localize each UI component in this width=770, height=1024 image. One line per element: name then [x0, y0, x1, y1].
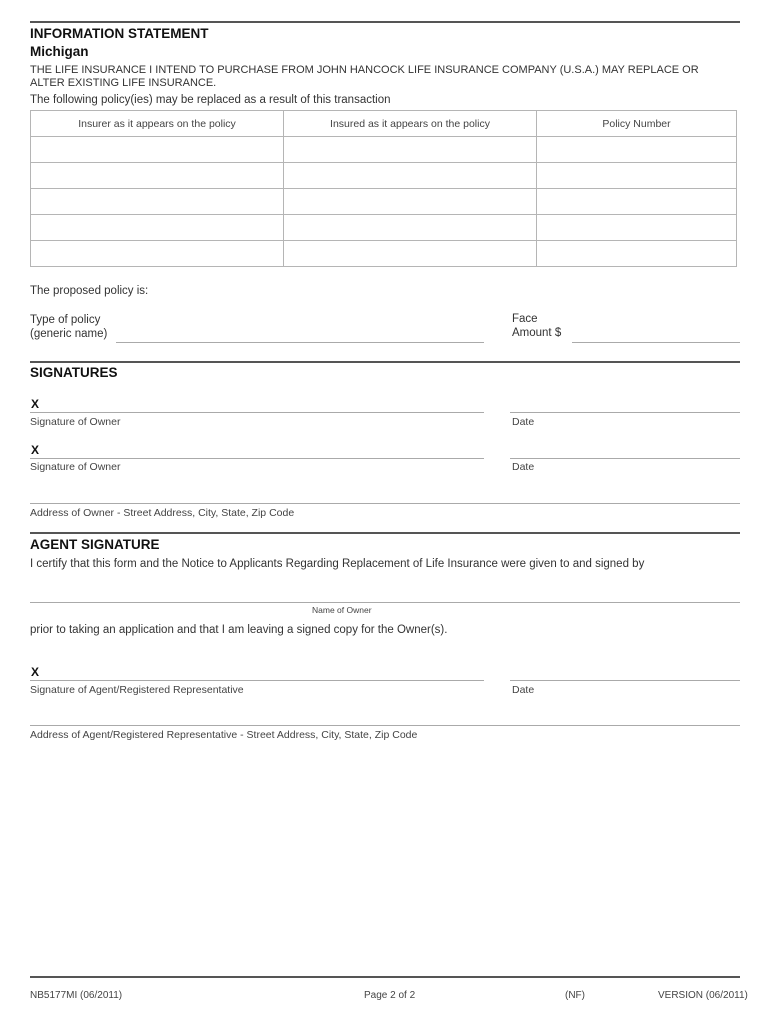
agent-date-field[interactable] — [510, 680, 740, 681]
form-number: NB5177MI (06/2011) — [30, 990, 123, 1001]
insurer-cell[interactable] — [31, 241, 284, 267]
insured-cell[interactable] — [284, 241, 537, 267]
col-policy-number: Policy Number — [537, 111, 737, 137]
top-rule — [30, 21, 740, 23]
state-name: Michigan — [30, 44, 89, 59]
policy-number-cell[interactable] — [537, 215, 737, 241]
owner-signature-label-1: Signature of Owner — [30, 416, 121, 428]
x-mark: X — [31, 397, 40, 411]
insurer-cell[interactable] — [31, 189, 284, 215]
owner-address-field[interactable] — [30, 503, 740, 504]
name-of-owner-label: Name of Owner — [312, 605, 372, 615]
insured-cell[interactable] — [284, 163, 537, 189]
version: VERSION (06/2011) — [658, 990, 748, 1001]
replacement-notice: THE LIFE INSURANCE I INTEND TO PURCHASE FROM JOHN HANCOCK LIFE INSURANCE COMPANY (U.S.A.) MAY REPLACE OR — [30, 64, 699, 76]
agent-signature-heading: AGENT SIGNATURE — [30, 537, 160, 552]
insurer-cell[interactable] — [31, 163, 284, 189]
agent-rule — [30, 532, 740, 534]
date-field-1[interactable] — [510, 412, 740, 413]
insured-cell[interactable] — [284, 215, 537, 241]
face-label: Face — [512, 313, 538, 325]
date-field-2[interactable] — [510, 458, 740, 459]
x-mark: X — [31, 665, 40, 679]
agent-signature-label: Signature of Agent/Registered Representative — [30, 684, 244, 696]
policy-number-cell[interactable] — [537, 163, 737, 189]
table-row — [31, 241, 737, 267]
agent-address-field[interactable] — [30, 725, 740, 726]
nf-code: (NF) — [565, 990, 585, 1001]
date-label-1: Date — [512, 416, 535, 428]
replacement-notice-line2: ALTER EXISTING LIFE INSURANCE. — [30, 77, 217, 89]
owner-signature-field-1[interactable] — [30, 412, 484, 413]
type-of-policy-label: Type of policy — [30, 314, 101, 326]
col-insurer: Insurer as it appears on the policy — [31, 111, 284, 137]
policy-number-cell[interactable] — [537, 241, 737, 267]
replaced-policies-intro: The following policy(ies) may be replaced as a result of this transaction — [30, 94, 391, 106]
policy-number-cell[interactable] — [537, 137, 737, 163]
face-amount-field[interactable] — [572, 342, 740, 343]
insurer-cell[interactable] — [31, 215, 284, 241]
policy-number-cell[interactable] — [537, 189, 737, 215]
insured-cell[interactable] — [284, 189, 537, 215]
owner-address-label: Address of Owner - Street Address, City, State, Zip Code — [30, 507, 295, 519]
insured-cell[interactable] — [284, 137, 537, 163]
agent-date-label: Date — [512, 684, 535, 696]
footer-rule — [30, 976, 740, 978]
table-row — [31, 189, 737, 215]
signatures-heading: SIGNATURES — [30, 365, 118, 380]
table-row — [31, 163, 737, 189]
date-label-2: Date — [512, 461, 535, 473]
agent-signature-field[interactable] — [30, 680, 484, 681]
proposed-policy-intro: The proposed policy is: — [30, 285, 149, 297]
page-number: Page 2 of 2 — [364, 990, 416, 1001]
table-header-row — [31, 111, 737, 137]
replaced-policies-table — [30, 110, 737, 267]
prior-text: prior to taking an application and that I am leaving a signed copy for the Owner(s). — [30, 624, 448, 636]
col-insured: Insured as it appears on the policy — [284, 111, 537, 137]
owner-signature-label-2: Signature of Owner — [30, 461, 121, 473]
x-mark: X — [31, 443, 40, 457]
certify-text: I certify that this form and the Notice to Applicants Regarding Replacement of Life Insurance were given to and signed by — [30, 558, 645, 570]
amount-label: Amount $ — [512, 327, 562, 339]
insurer-cell[interactable] — [31, 137, 284, 163]
type-of-policy-field[interactable] — [116, 342, 484, 343]
agent-address-label: Address of Agent/Registered Representative - Street Address, City, State, Zip Code — [30, 729, 418, 741]
table-row — [31, 215, 737, 241]
owner-signature-field-2[interactable] — [30, 458, 484, 459]
signatures-rule — [30, 361, 740, 363]
generic-name-label: (generic name) — [30, 328, 108, 340]
name-of-owner-field[interactable] — [30, 602, 740, 603]
form-title: INFORMATION STATEMENT — [30, 26, 209, 41]
table-row — [31, 137, 737, 163]
